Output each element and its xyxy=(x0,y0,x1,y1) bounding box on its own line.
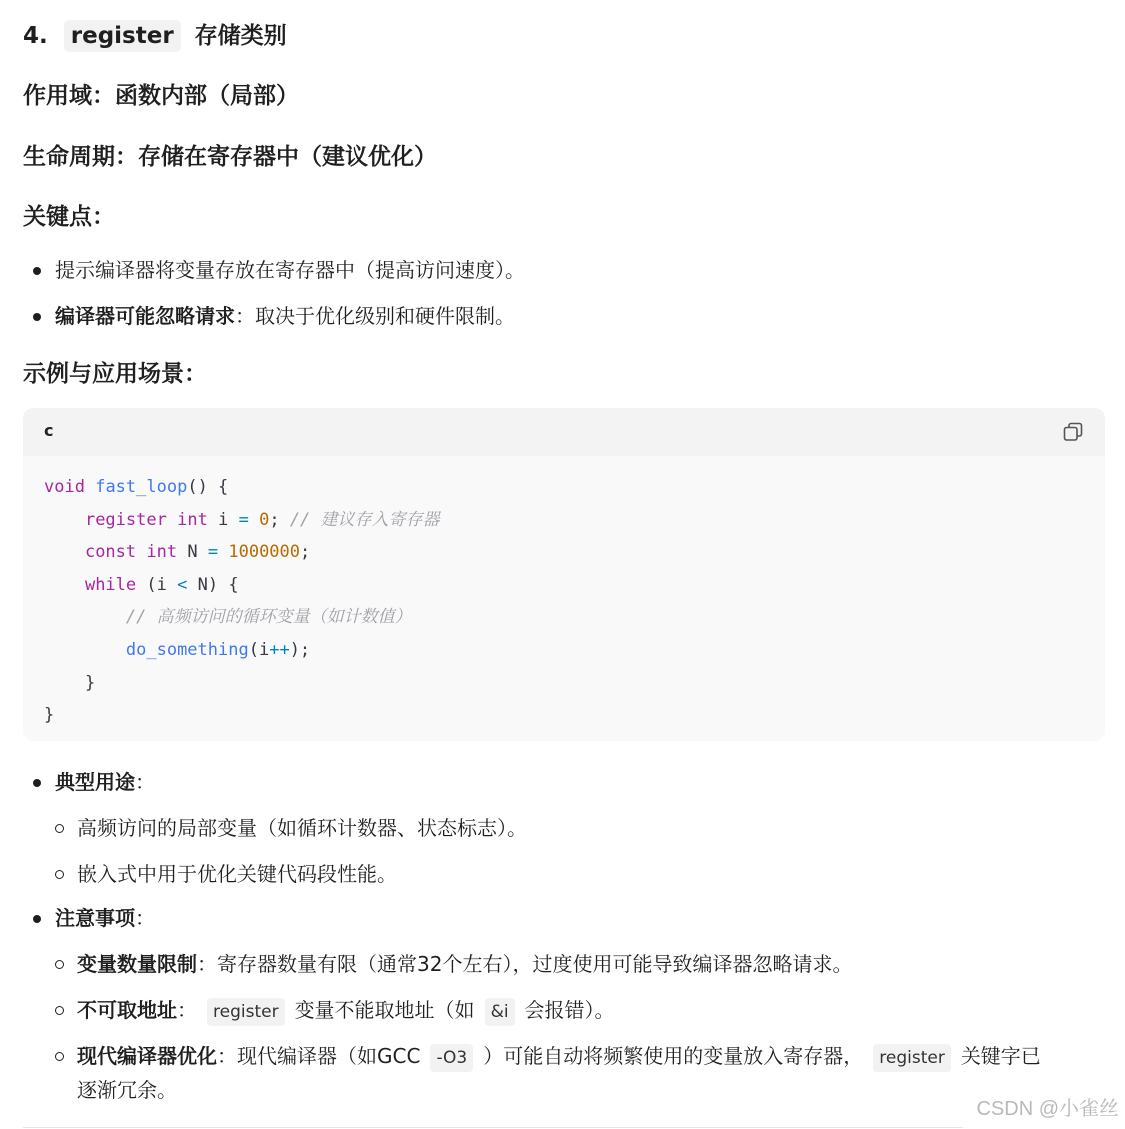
list-item-rest: ：现代编译器（如GCC xyxy=(217,1044,421,1068)
list-item-rest: ）可能自动将频繁使用的变量放入寄存器， xyxy=(483,1044,864,1068)
emphasis: 注意事项 xyxy=(55,906,135,930)
inline-code: &i xyxy=(485,998,515,1026)
hollow-bullet-icon xyxy=(55,870,64,879)
list-item-rest: 变量不能取地址（如 xyxy=(294,998,475,1022)
code-token: = xyxy=(207,542,219,563)
bullet-icon xyxy=(33,779,41,787)
hollow-bullet-icon xyxy=(55,824,64,833)
key-points-heading: 关键点： xyxy=(23,204,115,230)
code-block xyxy=(23,408,1105,741)
list-item-rest: ：取决于优化级别和硬件限制。 xyxy=(235,304,515,328)
code-content xyxy=(44,471,440,732)
code-token: (i xyxy=(146,574,167,595)
code-token: ++ xyxy=(269,639,290,660)
section-number: 4. xyxy=(23,23,48,49)
code-token: int xyxy=(177,509,208,530)
inline-code: register xyxy=(873,1044,951,1072)
code-language-label: c xyxy=(44,421,54,440)
colon: ： xyxy=(135,770,155,794)
emphasis: 现代编译器优化 xyxy=(77,1044,217,1068)
code-token: } xyxy=(84,672,96,693)
code-token: 0 xyxy=(259,509,270,530)
hollow-bullet-icon xyxy=(55,1006,64,1015)
emphasis: 不可取地址 xyxy=(77,998,177,1022)
examples-heading: 示例与应用场景： xyxy=(23,361,207,387)
hollow-bullet-icon xyxy=(55,960,64,969)
emphasis: 典型用途 xyxy=(55,770,135,794)
inline-code: register xyxy=(207,998,285,1026)
copy-icon-svg xyxy=(1063,422,1083,442)
code-token: i xyxy=(218,509,229,530)
list-item-text xyxy=(77,1041,1041,1072)
emphasis: 编译器可能忽略请求 xyxy=(55,304,235,328)
code-token: ); xyxy=(289,639,311,660)
colon: ： xyxy=(135,906,155,930)
code-token: 1000000 xyxy=(228,542,301,563)
code-token: const xyxy=(84,542,137,563)
code-token: ; xyxy=(300,542,311,563)
list-item-text xyxy=(77,995,615,1026)
code-token: void xyxy=(44,477,85,497)
bullet-icon xyxy=(33,267,41,275)
inline-code: -O3 xyxy=(430,1044,473,1072)
bullet-icon xyxy=(33,915,41,923)
code-token: ; xyxy=(269,509,280,530)
list-item-rest: 关键字已 xyxy=(960,1044,1041,1068)
code-token: = xyxy=(238,509,249,530)
list-item-text xyxy=(55,903,155,933)
section-heading xyxy=(23,20,287,52)
section-title: 存储类别 xyxy=(194,23,287,49)
code-token: () { xyxy=(187,477,229,497)
code-token: do_something xyxy=(125,639,249,660)
list-item-text xyxy=(77,949,852,979)
list-item-text: 嵌入式中用于优化关键代码段性能。 xyxy=(77,862,397,886)
list-item-text xyxy=(55,301,515,331)
list-item-rest: 会报错）。 xyxy=(524,998,615,1022)
hollow-bullet-icon xyxy=(55,1052,64,1061)
emphasis: 变量数量限制 xyxy=(77,952,197,976)
watermark: CSDN @小雀丝 xyxy=(976,1098,1119,1120)
code-token: N xyxy=(187,542,198,563)
keyword-chip: register xyxy=(64,20,181,52)
code-token: (i xyxy=(248,639,270,660)
code-token: N) { xyxy=(197,574,239,595)
scope-heading: 作用域：函数内部（局部） xyxy=(23,83,299,109)
code-token: register xyxy=(84,509,167,530)
lifetime-heading: 生命周期：存储在寄存器中（建议优化） xyxy=(23,144,437,170)
code-token: } xyxy=(44,705,55,726)
colon: ： xyxy=(177,998,197,1022)
bullet-icon xyxy=(33,313,41,321)
code-comment: // 高频访问的循环变量（如计数值） xyxy=(125,607,412,628)
code-comment: // 建议存入寄存器 xyxy=(289,509,440,530)
list-item-text: 提示编译器将变量存放在寄存器中（提高访问速度）。 xyxy=(55,258,525,282)
list-item-text xyxy=(55,767,155,797)
copy-icon[interactable] xyxy=(1063,422,1083,442)
code-header xyxy=(23,408,1105,456)
list-item-text: 高频访问的局部变量（如循环计数器、状态标志）。 xyxy=(77,816,527,840)
code-token: fast_loop xyxy=(95,477,188,497)
list-item-text: 逐渐冗余。 xyxy=(77,1078,177,1102)
code-token: < xyxy=(177,574,188,595)
divider xyxy=(23,1127,963,1128)
list-item-rest: ：寄存器数量有限（通常32个左右），过度使用可能导致编译器忽略请求。 xyxy=(197,952,853,976)
code-token: int xyxy=(146,542,178,563)
code-token: while xyxy=(84,574,137,595)
